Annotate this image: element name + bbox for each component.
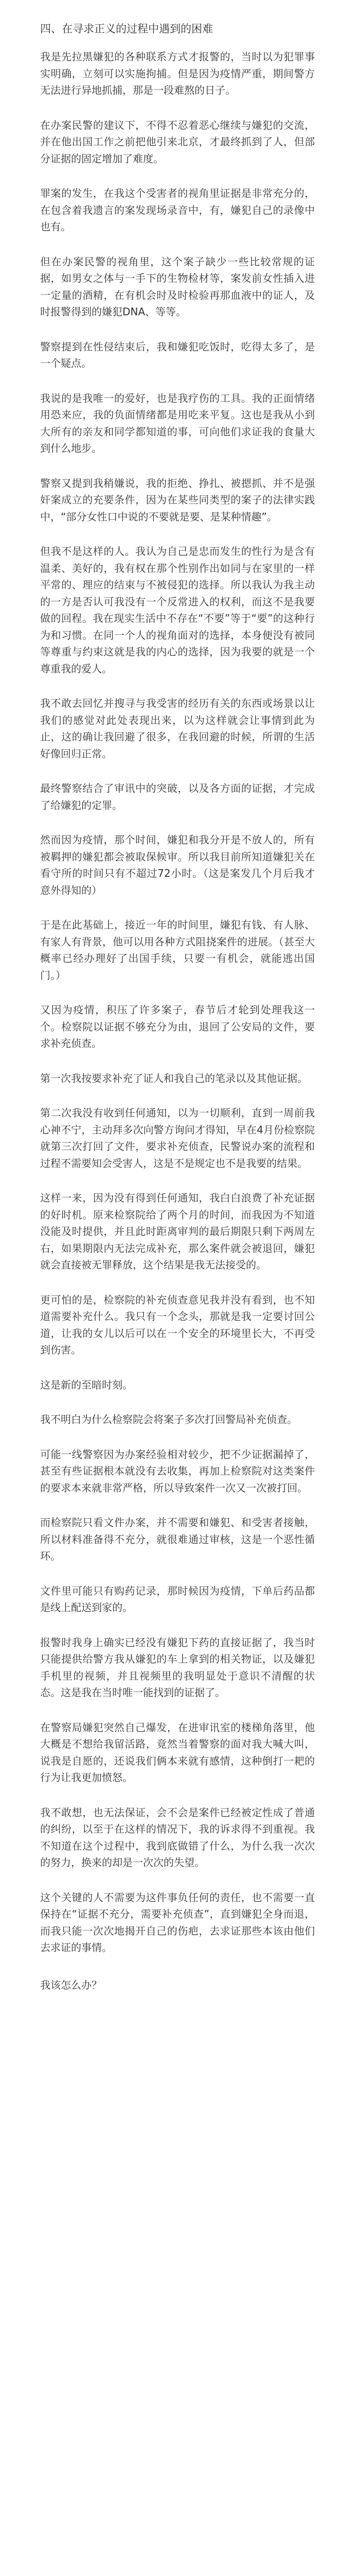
paragraph: 最终警察结合了审讯中的突破，以及各方面的证据，才完成了给嫌犯的定罪。 bbox=[40, 782, 315, 811]
paragraph: 文件里可能只有购药记录，那时候因为疫情，下单后药品都是线上配送到家的。 bbox=[40, 1584, 315, 1614]
paragraph: 然而因为疫情，那个时间，嫌犯和我分开是不放人的，所有被羁押的嫌犯都会被取保候审。所以我目前所知道嫌犯关在看守所的时间只有不超过72小时。（这是案发几个月后我才意外得知的） bbox=[40, 834, 315, 896]
paragraph: 这是新的至暗时刻。 bbox=[40, 1378, 133, 1391]
paragraph: 警察又提到我稍嫌说，我的拒绝、挣扎、被摁抓、并不是强奸案成立的充要条件，因为在某些同类型的案子的法律实践中，“部分女性口中说的不要就是要、是某种情趣”。 bbox=[40, 477, 315, 523]
paragraph: 我是先拉黑嫌犯的各种联系方式才报警的，当时以为犯罪事实明确，立刻可以实施拘捕。但是因为疫情严重，期间警方无法进行异地抓捕，那是一段难熬的日子。 bbox=[40, 50, 315, 96]
paragraph: 警察提到在性侵结束后，我和嫌犯吃饭时，吃得太多了，是一个疑点。 bbox=[40, 340, 315, 369]
paragraph: 这个关键的人不需要为这件事负任何的责任，也不需要一直保持在“证据不充分，需要补充侦查”，直到嫌犯全身而退，而我只能一次次地揭开自己的伤疤，去求证那些本该由他们去求证的事情。 bbox=[40, 1891, 315, 1954]
paragraph: 在办案民警的建议下，不得不忍着恶心继续与嫌犯的交流，并在他出国工作之前把他引来北京，才最终抓到了人，但部分证据的固定增加了难度。 bbox=[40, 118, 315, 165]
section-heading: 四、在寻求正义的过程中遇到的困难 bbox=[40, 23, 213, 35]
paragraph: 第一次我按要求补充了证人和我自己的笔录以及其他证据。 bbox=[40, 1072, 308, 1084]
paragraph: 可能一线警察因为办案经验相对较少，把不少证据漏掉了，甚至有些证据根本就没有去收集，再加上检察院对这类案件的要求本来就非常严格，所以导致案件一次又一次被打回。 bbox=[40, 1448, 315, 1494]
paragraph: 罪案的发生，在我这个受害者的视角里证据是非常充分的，在包含着我遗言的案发现场录音中，有，嫌犯自己的录像中也有。 bbox=[40, 187, 315, 233]
paragraph: 这样一来，因为没有得到任何通知，我白白浪费了补充证据的好时机。原来检察院给了两个月的时间，而我因为不知道没能及时提供，并且此时距离审判的最后期限只剩下两周左右，如果期限内无法完成补充，那么案件就会被退回，嫌犯就会直接被无罪释放，这个结果是我无法接受的。 bbox=[40, 1192, 315, 1271]
paragraph: 我不敢去回忆并搜寻与我受害的经历有关的东西或场景以让我们的感觉对此处表现出来，以为这样就会让事情到此为止，这的确让我回避了很多，在我回避的时候，所谓的生活好像回归正常。 bbox=[40, 697, 315, 760]
paragraph: 但在办案民警的视角里，这个案子缺少一些比较常规的证据，如男女之体与一手下的生物检材等，案发前女性插入进一定量的酒精，在有机会时及时检验再那血液中的证人，及时报警得到的嫌犯DNA、等等。 bbox=[40, 255, 315, 318]
paragraph: 第二次我没有收到任何通知，以为一切顺利，直到一周前我心神不宁，主动拜多次向警方询问才得知，早在4月份检察院就第三次打回了文件，要求补充侦查，民警说办案的流程和过程不需要知会受害人，这是不是规定也不是我要的结果。 bbox=[40, 1107, 315, 1170]
paragraph: 但我不是这样的人。我认为自己是忠而发生的性行为是含有温柔、美好的，我有权在那个性别作出如同与在家里的一样平常的、理应的结束与不被侵犯的选择。所以我认为我主动的一方是否认可我没有一个反常进入的权利，而这不是我要做的回程。我在现实生活中不存在“不要”等于“要”的这种行为和习惯。在同一个人的视角面对的选择，本身便没有被同等尊重与约束这就是我的内心的选择，因为我要的就是一个尊重我的爱人。 bbox=[40, 545, 315, 675]
paragraph: 又因为疫情，积压了许多案子，春节后才轮到处理我这一个。检察院以证据不够充分为由，退回了公安局的文件，要求补充侦查。 bbox=[40, 1004, 315, 1049]
paragraph: 我不敢想，也无法保证，会不会是案件已经被定性成了普通的纠纷，以至于在这样的情况下，我的诉求得不到重视。我不知道在这个过程中，我到底做错了什么，为什么我一次次的努力，换来的却是一次次的失望。 bbox=[40, 1806, 315, 1869]
paragraph: 报警时我身上确实已经没有嫌犯下药的直接证据了，我当时只能提供给警方我从嫌犯的车上拿到的相关物证，以及嫌犯手机里的视频，并且视频里的我明显处于意识不清醒的状态。这是我在当时唯一能找到的证据了。 bbox=[40, 1636, 315, 1699]
paragraph: 在警察局嫌犯突然自己爆发，在进审讯室的楼梯角落里，他大概是不想给我留活路，竟然当着警察的面对我大喊大叫，说我是自愿的，还说我们俩本来就有感情，这种倒打一耙的行为让我更加愤怒。 bbox=[40, 1721, 315, 1784]
paragraph: 更可怕的是，检察院的补充侦查意见我并没有看到，也不知道需要补充什么。我只有一个念头，那就是我一定要讨回公道，让我的女儿以后可以在一个安全的环境里长大，不再受到伤害。 bbox=[40, 1293, 315, 1356]
paragraph: 而检察院只看文件办案，并不需要和嫌犯、和受害者接触，所以材料准备得不充分，就很难通过审核，这是一个恶性循环。 bbox=[40, 1516, 315, 1562]
closing-question: 我该怎么办？ bbox=[40, 1978, 102, 1991]
paragraph: 我不明白为什么检察院会将案子多次打回警局补充侦查。 bbox=[40, 1413, 297, 1426]
paragraph: 我说的是我唯一的爱好，也是我疗伤的工具。我的正面情绪用恐来应，我的负面情绪都是用吃来平复。这也是我从小到大所有的亲友和同学都知道的事，可向他们求证我的食量大到什么地步。 bbox=[40, 392, 315, 454]
paragraph: 于是在此基础上，接近一年的时间里，嫌犯有钱、有人脉、有家人有背景，他可以用各种方式阻挠案件的进展。（甚至大概率已经办理好了出国手续，只要一有机会，就能逃出国门。） bbox=[40, 919, 315, 981]
